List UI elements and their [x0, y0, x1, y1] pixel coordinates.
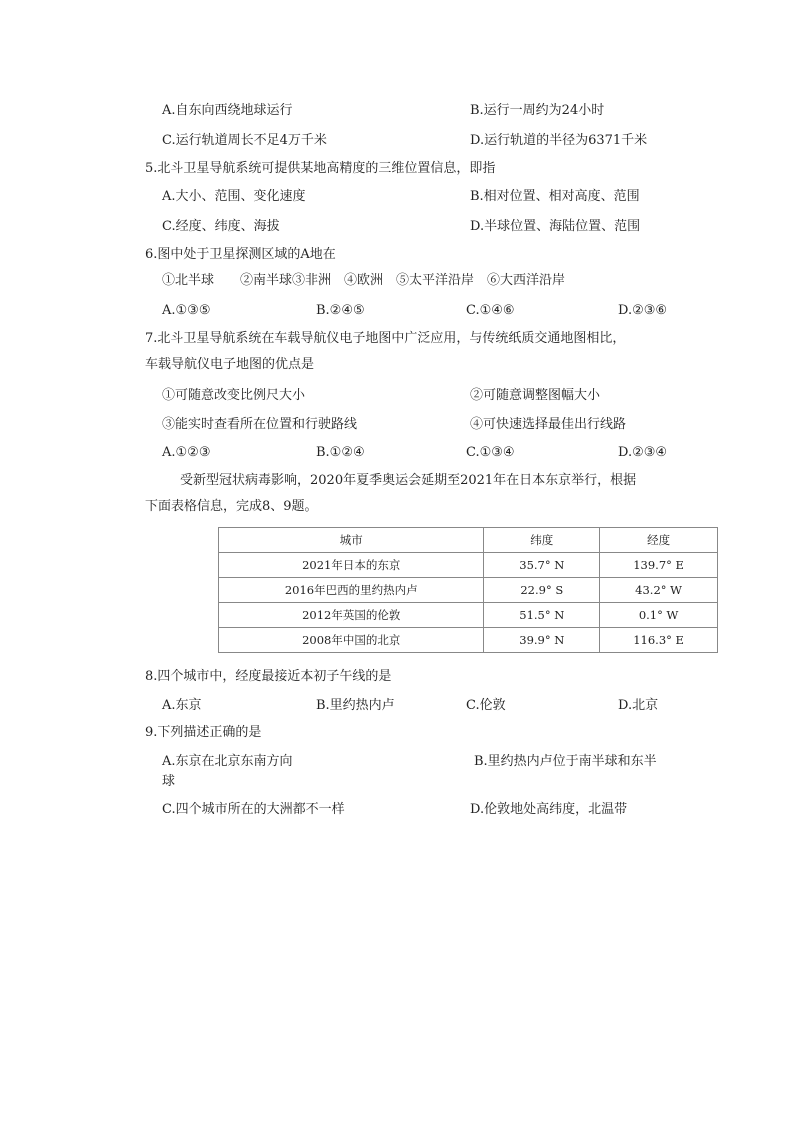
q7-option-c: C.①③④	[466, 445, 515, 460]
q7-option-a: A.①②③	[162, 445, 211, 460]
q9-option-a: A.东京在北京东南方向	[162, 754, 293, 769]
q4-option-a: A.自东向西绕地球运行	[162, 103, 293, 118]
q7-stem-line2: 车载导航仪电子地图的优点是	[145, 357, 315, 372]
q6-option-a: A.①③⑤	[162, 303, 211, 318]
cell-longitude: 116.3° E	[600, 628, 718, 653]
cell-longitude: 139.7° E	[600, 553, 718, 578]
q5-stem: 5.北斗卫星导航系统可提供某地高精度的三维位置信息，即指	[145, 161, 496, 176]
q4-option-c: C.运行轨道周长不足4万千米	[162, 133, 327, 148]
cell-longitude: 0.1° W	[600, 603, 718, 628]
q5-option-b: B.相对位置、相对高度、范围	[470, 189, 640, 204]
q5-option-a: A.大小、范围、变化速度	[162, 189, 306, 204]
q9-option-b-line1: B.里约热内卢位于南半球和东半	[474, 754, 657, 769]
table-row	[219, 553, 718, 578]
q4-option-d: D.运行轨道的半径为6371千米	[470, 133, 648, 148]
intro-line1: 受新型冠状病毒影响，2020年夏季奥运会延期至2021年在日本东京举行，根据	[180, 473, 637, 488]
table-row	[219, 603, 718, 628]
cell-city: 2012年英国的伦敦	[219, 603, 484, 628]
q8-stem: 8.四个城市中，经度最接近本初子午线的是	[145, 669, 392, 684]
intro-line2: 下面表格信息，完成8、9题。	[145, 499, 318, 514]
table-header-row	[219, 528, 718, 553]
q8-option-d: D.北京	[618, 698, 659, 713]
header-longitude: 经度	[600, 528, 718, 553]
q7-option-b: B.①②④	[316, 445, 365, 460]
q6-option-c: C.①④⑥	[466, 303, 515, 318]
q7-item-4: ④可快速选择最佳出行线路	[470, 417, 627, 432]
table-row	[219, 578, 718, 603]
cell-city: 2021年日本的东京	[219, 553, 484, 578]
q7-option-d: D.②③④	[618, 445, 668, 460]
q8-option-a: A.东京	[162, 698, 202, 713]
header-city: 城市	[219, 528, 484, 553]
city-coordinates-table	[218, 527, 718, 653]
q6-items: ①北半球 ②南半球③非洲 ④欧洲 ⑤太平洋沿岸 ⑥大西洋沿岸	[162, 273, 566, 288]
q7-item-3: ③能实时查看所在位置和行驶路线	[162, 417, 358, 432]
cell-latitude: 35.7° N	[484, 553, 600, 578]
q4-option-b: B.运行一周约为24小时	[470, 103, 605, 118]
q5-option-c: C.经度、纬度、海拔	[162, 219, 280, 234]
q8-option-b: B.里约热内卢	[316, 698, 395, 713]
header-latitude: 纬度	[484, 528, 600, 553]
q9-option-d: D.伦敦地处高纬度，北温带	[470, 802, 628, 817]
q9-option-b-line2: 球	[162, 774, 176, 789]
q9-stem: 9.下列描述正确的是	[145, 725, 262, 740]
q6-stem: 6.图中处于卫星探测区域的A地在	[145, 247, 336, 262]
q7-stem-line1: 7.北斗卫星导航系统在车载导航仪电子地图中广泛应用，与传统纸质交通地图相比，	[145, 331, 626, 346]
cell-longitude: 43.2° W	[600, 578, 718, 603]
q7-item-1: ①可随意改变比例尺大小	[162, 388, 306, 403]
cell-city: 2008年中国的北京	[219, 628, 484, 653]
q9-option-c: C.四个城市所在的大洲都不一样	[162, 802, 345, 817]
cell-latitude: 51.5° N	[484, 603, 600, 628]
cell-city: 2016年巴西的里约热内卢	[219, 578, 484, 603]
q5-option-d: D.半球位置、海陆位置、范围	[470, 219, 641, 234]
cell-latitude: 22.9° S	[484, 578, 600, 603]
q6-option-b: B.②④⑤	[316, 303, 365, 318]
q8-option-c: C.伦敦	[466, 698, 506, 713]
q6-option-d: D.②③⑥	[618, 303, 668, 318]
table-row	[219, 628, 718, 653]
q7-item-2: ②可随意调整图幅大小	[470, 388, 601, 403]
cell-latitude: 39.9° N	[484, 628, 600, 653]
